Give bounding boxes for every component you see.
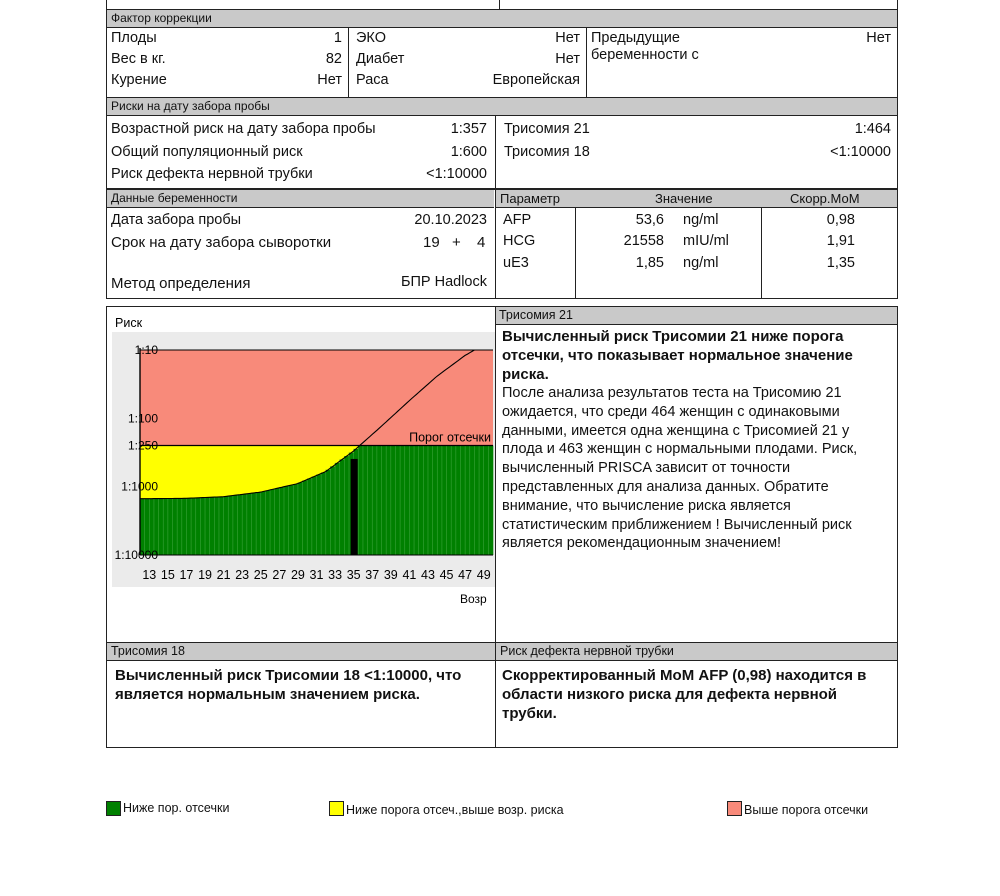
x-tick-label: 21 [216,568,231,582]
green-bar [479,446,484,555]
age-risk-label: Возрастной риск на дату забора пробы [111,121,376,137]
green-bar [242,494,247,555]
patient-age-marker [351,459,358,555]
green-bar [279,487,284,555]
green-bar [317,475,322,555]
ntd-risk-label: Риск дефекта нервной трубки [111,166,313,182]
x-tick-label: 31 [309,568,324,582]
y-tick-label: 1:250 [127,438,158,453]
t21-bold-text: Вычисленный риск Трисомии 21 ниже порога отсечки, что показывает нормальное значение риска. [502,328,853,383]
green-bar [303,481,308,555]
green-bar [423,446,428,555]
green-bar [145,499,150,555]
green-bar [265,490,270,555]
green-bar [391,446,396,555]
t21-risk-chart [107,307,495,607]
green-bar [433,446,438,555]
green-bar [451,446,456,555]
green-bar [428,446,433,555]
green-bar [200,498,205,555]
x-tick-label: 13 [142,568,157,582]
param-name: uE3 [503,255,529,271]
green-bar [186,498,191,555]
green-bar [270,489,275,555]
divider [761,208,762,299]
t21-header: Трисомия 21 [499,308,573,322]
x-tick-label: 25 [253,568,268,582]
plot-area [115,343,494,582]
x-tick-label: 33 [328,568,343,582]
green-bar [149,499,154,555]
green-bar [484,446,489,555]
green-bar [191,498,196,555]
green-bar [238,495,243,555]
param-name: AFP [503,212,532,228]
green-bar [465,446,470,555]
param-mom: 0,98 [826,212,855,228]
weight-label: Вес в кг. [111,51,166,67]
divider [495,643,496,748]
term-plus: + [452,234,461,251]
param-unit: ng/ml [683,255,719,271]
divider [495,190,496,299]
sample-date-label: Дата забора пробы [111,212,242,228]
green-bar [247,494,252,555]
risks-section [106,97,898,189]
chart-ylabel: Риск [115,316,143,330]
green-bar [261,492,266,555]
header-band [275,98,897,116]
chart-xlabel: Возр [460,592,487,606]
col-value: Значение [655,191,713,206]
divider [495,307,496,643]
green-bar [205,497,210,555]
green-bar [442,446,447,555]
y-tick-label: 1:10000 [114,548,158,562]
green-bar [437,446,442,555]
green-bar [182,498,187,555]
green-bar [382,446,387,555]
green-bar [400,446,405,555]
t18-ntd-section [106,642,898,748]
green-bar [228,496,233,555]
t21-body-text: После анализа результатов теста на Трисомию 21 ожидается, что среди 464 женщин с одинаковыми данными, имеется одна женщина с Трисомией 21 у плода и 463 женщин с нормальными плодами. Риск, вычисленный PRISCA зависит от точности представленных для анализа данных. Обратите внимание, что вычисление риска является статистическим приближением ! Вычисленный риск является рекомендационным значением! [502,385,858,552]
green-bar [488,446,493,555]
y-tick-label: 1:10 [134,343,158,357]
green-bar [447,446,452,555]
method-value: БПР Hadlock [400,274,487,290]
green-bar [159,499,164,555]
divider [348,28,349,98]
prev-label-2: беременности с [591,47,699,63]
t18-risk-value: <1:10000 [830,144,891,160]
fetuses-value: 1 [333,30,342,46]
green-bar [307,479,312,555]
t18-risk-label: Трисомия 18 [504,144,590,160]
green-bar [251,493,256,555]
term-days: 4 [477,234,486,251]
y-tick-label: 1:100 [127,411,158,426]
x-tick-label: 19 [198,568,212,582]
x-tick-label: 45 [439,568,454,582]
weight-value: 82 [325,51,342,67]
green-bar [368,446,373,555]
green-bar [409,446,414,555]
x-tick-label: 47 [458,568,473,582]
x-tick-label: 39 [383,568,398,582]
green-bar [344,456,349,555]
param-value: 53,6 [635,212,664,228]
green-bar [377,446,382,555]
smoking-value: Нет [317,72,342,88]
ntd-risk-value: <1:10000 [426,166,487,182]
y-tick-label: 1:1000 [121,479,158,494]
green-bar [474,446,479,555]
param-unit: mIU/ml [683,233,729,249]
t18-text: Вычисленный риск Трисомии 18 <1:10000, что является нормальным значением риска. [115,667,462,703]
param-value: 1,85 [635,255,664,271]
diabetes-label: Диабет [356,51,405,67]
x-tick-label: 37 [365,568,380,582]
green-bar [340,460,345,555]
pop-risk-value: 1:600 [450,144,487,160]
x-tick-label: 17 [179,568,194,582]
x-tick-label: 27 [272,568,287,582]
green-bar [224,496,229,555]
term-label: Срок на дату забора сыворотки [111,234,332,251]
green-bar [395,446,400,555]
t21-risk-value: 1:464 [854,121,891,137]
race-label: Раса [356,72,389,88]
green-bar [298,483,303,555]
term-weeks: 19 [423,234,440,251]
green-bar [460,446,465,555]
green-bar [419,446,424,555]
green-bar [173,498,178,555]
prev-label-1: Предыдущие [591,30,680,46]
green-bar [312,477,317,555]
t21-conclusion [502,327,894,553]
param-unit: ng/ml [683,212,719,228]
x-tick-label: 41 [402,568,417,582]
green-bar [214,497,219,555]
green-bar [358,446,363,555]
legend-swatch-between [329,801,344,816]
sample-date-value: 20.10.2023 [414,212,487,228]
green-bar [284,486,289,555]
pregnancy-section [106,189,898,299]
green-bar [196,498,201,555]
green-bar [256,492,261,555]
ntd-header: Риск дефекта нервной трубки [500,644,674,658]
smoking-label: Курение [111,72,167,88]
green-bar [275,488,280,555]
param-value: 21558 [623,233,664,249]
green-bar [140,499,145,555]
green-bar [363,446,368,555]
t18-header: Трисомия 18 [111,644,185,658]
green-bar [321,473,326,555]
correction-header: Фактор коррекции [107,10,897,28]
col-mom: Скорр.МоМ [790,191,860,206]
green-bar [154,499,159,555]
divider [495,116,496,189]
method-label: Метод определения [111,275,251,292]
green-bar [326,470,331,555]
race-value: Европейская [492,72,580,88]
green-bar [386,446,391,555]
param-mom: 1,91 [826,233,855,249]
x-tick-label: 15 [160,568,175,582]
ivf-value: Нет [555,30,580,46]
pop-risk-label: Общий популяционный риск [111,144,303,160]
green-bar [210,497,215,555]
legend-swatch-below [106,801,121,816]
cutoff-label: Порог отсечки [409,430,491,445]
green-bar [330,466,335,555]
prev-value: Нет [866,30,891,46]
green-bar [372,446,377,555]
x-tick-label: 29 [290,568,305,582]
age-risk-value: 1:357 [450,121,487,137]
green-bar [289,485,294,555]
legend-below: Ниже пор. отсечки [123,801,230,815]
x-tick-label: 49 [476,568,491,582]
green-bar [414,446,419,555]
ntd-text: Скорректированный МоМ AFP (0,98) находится в области низкого риска для дефекта нервной трубки. [502,667,867,722]
x-tick-label: 35 [346,568,361,582]
fetuses-label: Плоды [111,30,157,46]
divider [575,208,576,299]
param-mom: 1,35 [826,255,855,271]
legend-swatch-above [727,801,742,816]
x-tick-label: 43 [421,568,435,582]
green-bar [177,498,182,555]
col-param: Параметр [500,191,560,206]
green-bar [335,463,340,555]
diabetes-value: Нет [555,51,580,67]
legend-between: Ниже порога отсеч.,выше возр. риска [346,803,564,817]
ivf-label: ЭКО [356,30,386,46]
divider [586,28,587,98]
green-bar [456,446,461,555]
legend-above: Выше порога отсечки [744,803,869,817]
risks-header: Риски на дату забора пробы [107,98,275,116]
green-bar [163,499,168,555]
green-bar [470,446,475,555]
pregnancy-header: Данные беременности [107,190,494,208]
green-bar [405,446,410,555]
green-bar [293,484,298,555]
green-bar [219,497,224,555]
green-bar [233,495,238,555]
green-bar [168,498,173,555]
x-tick-label: 23 [235,568,250,582]
t21-risk-label: Трисомия 21 [504,121,590,137]
param-name: HCG [503,233,536,249]
correction-section [106,9,898,98]
